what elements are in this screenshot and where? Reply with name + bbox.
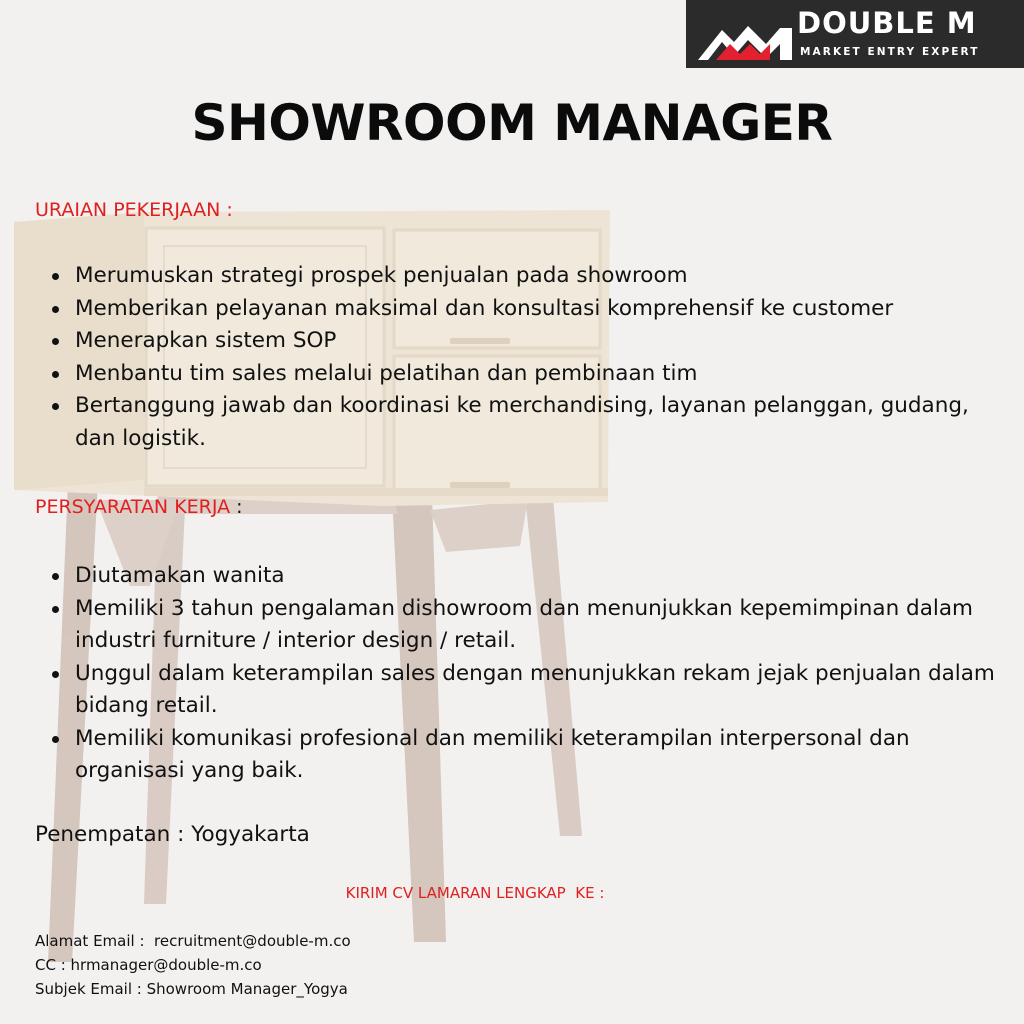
section-heading-text: URAIAN PEKERJAAN bbox=[35, 199, 221, 221]
list-item: Menbantu tim sales melalui pelatihan dan pembinaan tim bbox=[35, 358, 995, 391]
requirements-list bbox=[35, 560, 995, 788]
list-item: Menerapkan sistem SOP bbox=[35, 325, 995, 358]
logo-tagline: MARKET ENTRY EXPERT bbox=[800, 46, 980, 58]
list-item: Unggul dalam keterampilan sales dengan menunjukkan rekam jejak penjualan dalam bidang retail. bbox=[35, 658, 995, 723]
contact-email: Alamat Email : recruitment@double-m.co bbox=[35, 932, 351, 950]
list-item: Diutamakan wanita bbox=[35, 560, 995, 593]
list-item: Memiliki 3 tahun pengalaman dishowroom dan menunjukkan kepemimpinan dalam industri furniture / interior design / retail. bbox=[35, 593, 995, 658]
contact-cc: CC : hrmanager@double-m.co bbox=[35, 956, 262, 974]
section-heading-job-description bbox=[35, 199, 233, 221]
section-heading-requirements bbox=[35, 496, 243, 518]
job-description-list bbox=[35, 260, 995, 455]
section-heading-text: PERSYARATAN KERJA bbox=[35, 496, 231, 518]
contact-subject: Subjek Email : Showroom Manager_Yogya bbox=[35, 980, 348, 998]
logo-name: DOUBLE M bbox=[797, 6, 977, 40]
page-title: SHOWROOM MANAGER bbox=[191, 94, 833, 152]
list-item: Memberikan pelayanan maksimal dan konsultasi komprehensif ke customer bbox=[35, 293, 995, 326]
list-item: Memiliki komunikasi profesional dan memiliki keterampilan interpersonal dan organisasi yang baik. bbox=[35, 723, 995, 788]
list-item: Bertanggung jawab dan koordinasi ke merchandising, layanan pelanggan, gudang, dan logistik. bbox=[35, 390, 995, 455]
send-cv-call-to-action: KIRIM CV LAMARAN LENGKAP KE : bbox=[345, 884, 605, 902]
list-item: Merumuskan strategi prospek penjualan pada showroom bbox=[35, 260, 995, 293]
section-heading-suffix: : bbox=[230, 496, 243, 518]
double-m-logo-icon bbox=[696, 12, 792, 62]
company-logo bbox=[686, 0, 1024, 68]
section-heading-suffix: : bbox=[220, 199, 233, 221]
placement-location: Penempatan : Yogyakarta bbox=[35, 822, 310, 847]
